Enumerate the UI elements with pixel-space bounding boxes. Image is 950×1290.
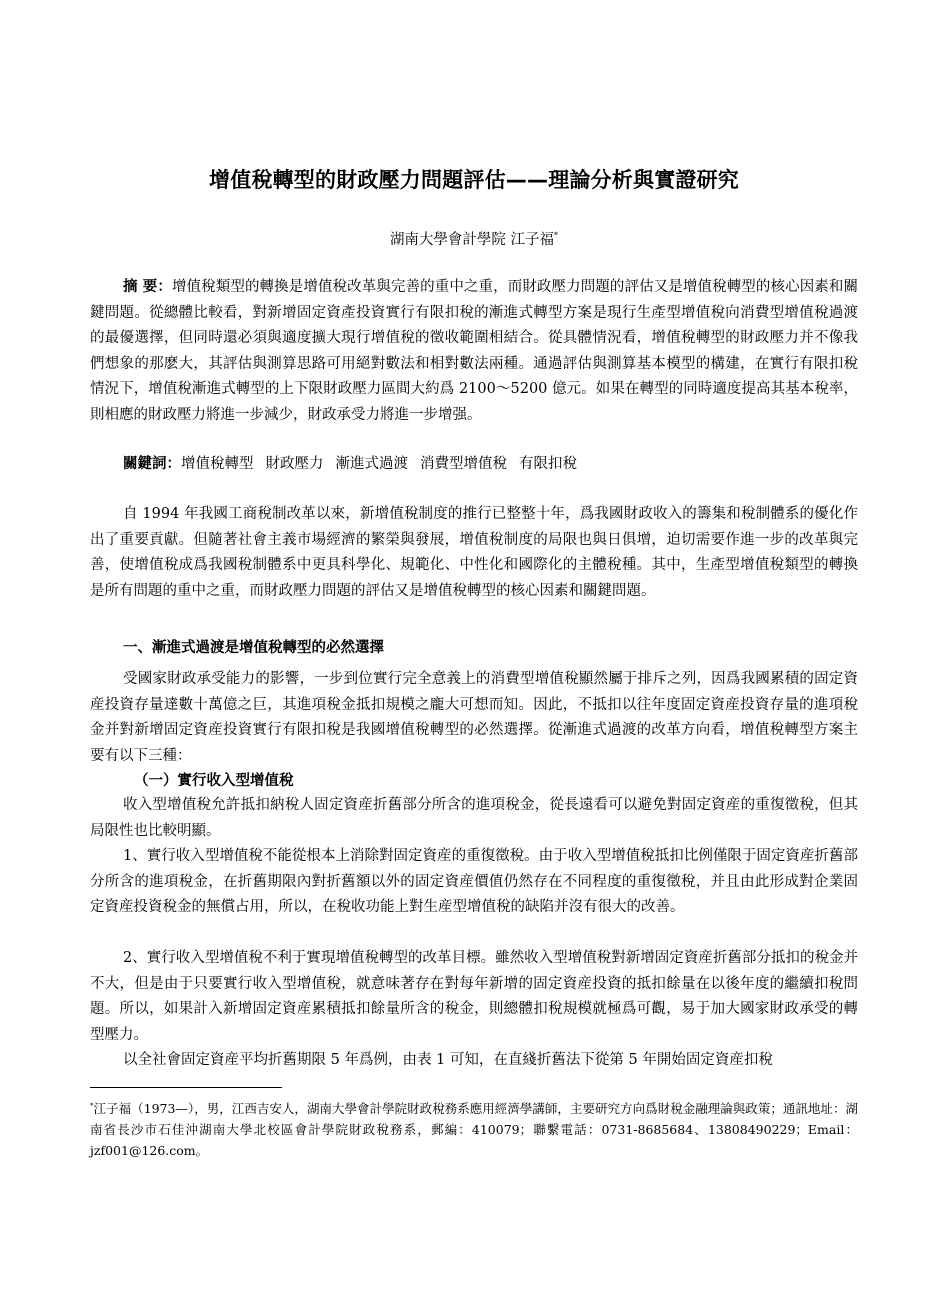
- footnote-mark: *: [90, 1102, 94, 1110]
- section-heading: 一、漸進式過渡是增值稅轉型的必然選擇: [123, 640, 384, 656]
- keyword-item: 財政壓力: [265, 456, 324, 472]
- keywords-line: [90, 452, 858, 478]
- author-line: [90, 228, 858, 249]
- keywords-label: 關鍵詞：: [123, 456, 181, 472]
- section1-paragraph: 受國家財政承受能力的影響，一步到位實行完全意義上的消費型增值稅顯然屬于排斥之列，因爲我國累積的固定資産投資存量達數十萬億之巨，其進項稅金抵扣規模之龐大可想而知。因此，不抵扣以往年度固定資産投資存量的進項稅金并對新增固定資産投資實行有限扣稅是我國增值稅轉型的必然選擇。從漸進式過渡的改革方向看，增值稅轉型方案主要有以下三種：: [90, 671, 858, 764]
- footnote: [90, 1096, 858, 1161]
- keyword-item: 消費型增值稅: [420, 456, 507, 472]
- subsection-paragraph-3: 2、實行收入型增值稅不利于實現增值稅轉型的改革目標。雖然收入型增值稅對新增固定資産折舊部分抵扣的稅金并不大，但是由于只要實行收入型增值稅，就意味著存在對每年新增的固定資産投資的抵扣餘量在以後年度的繼續扣稅問題。所以，如果計入新增固定資産累積抵扣餘量所含的稅金，則總體扣稅規模就極爲可觀，易于加大國家財政承受的轉型壓力。: [90, 950, 858, 1043]
- abstract-label: 摘 要：: [123, 279, 172, 295]
- subsection-heading: （一）實行收入型增值稅: [134, 773, 294, 789]
- keyword-item: 有限扣稅: [519, 456, 577, 472]
- subsection-paragraph-4: 以全社會固定資産平均折舊期限 5 年爲例，由表 1 可知，在直綫折舊法下從第 5 年開始固定資産扣稅: [123, 1052, 773, 1068]
- footnote-text: 江子福（1973—），男，江西吉安人，湖南大學會計學院財政稅務系應用經濟學講師，主要研究方向爲財稅金融理論與政策；通訊地址：湖南省長沙市石佳沖湖南大學北校區會計學院財政稅務系，郵編：410079；聯繫電話：0731-8685684、13808490229；Email：jzf001@126.com。: [90, 1101, 858, 1159]
- footnote-divider: [90, 1087, 282, 1088]
- paper-title: 增值稅轉型的財政壓力問題評估——理論分析與實證研究: [209, 168, 739, 192]
- subsection-paragraph-1: 收入型增值稅允許抵扣納稅人固定資産折舊部分所含的進項稅金，從長遠看可以避免對固定資産的重復徵稅，但其局限性也比較明顯。: [90, 797, 858, 839]
- abstract-text: 增值稅類型的轉換是增值稅改革與完善的重中之重，而財政壓力問題的評估又是增值稅轉型的核心因素和關鍵問題。從總體比較看，對新增固定資產投資實行有限扣稅的漸進式轉型方案是現行生產型增值稅向消費型增值稅過渡的最優選擇，但同時還必須與適度擴大現行增值稅的徵收範圍相結合。從具體情況看，增值稅轉型的財政壓力并不像我們想象的那麽大，其評估與測算思路可用絕對數法和相對數法兩種。通過評估與測算基本模型的構建，在實行有限扣稅情況下，增值稅漸進式轉型的上下限財政壓力區間大約爲 2100～5200 億元。如果在轉型的同時適度提高其基本稅率，則相應的財政壓力將進一步減少，財政承受力將進一步增强。: [90, 279, 858, 423]
- keyword-item: 漸進式過渡: [335, 456, 408, 472]
- intro-paragraph: 自 1994 年我國工商稅制改革以來，新增值稅制度的推行已整整十年，爲我國財政收入的籌集和稅制體系的優化作出了重要貢獻。但隨著社會主義市場經濟的繁榮與發展，增值稅制度的局限也與日俱增，迫切需要作進一步的改革與完善，使增值稅成爲我國稅制體系中更具科學化、規範化、中性化和國際化的主體稅種。其中，生產型增值稅類型的轉換是所有問題的重中之重，而財政壓力問題的評估又是增值稅轉型的核心因素和關鍵問題。: [90, 506, 858, 599]
- document-page: [90, 0, 858, 1290]
- author-name: 湖南大學會計學院 江子福: [389, 232, 555, 248]
- abstract-paragraph: [90, 275, 858, 428]
- subsection-paragraph-2: 1、實行收入型增值稅不能從根本上消除對固定資産的重復徵稅。由于收入型增值稅抵扣比例僅限于固定資産折舊部分所含的進項稅金，在折舊期限內對折舊額以外的固定資産價值仍然存在不同程度的重復徵稅，并且由此形成對企業固定資産投資稅金的無償占用，所以，在稅收功能上對生産型增值稅的缺陷并沒有很大的改善。: [90, 848, 858, 915]
- author-footnote-mark: *: [554, 231, 559, 241]
- keyword-item: 增值稅轉型: [181, 456, 254, 472]
